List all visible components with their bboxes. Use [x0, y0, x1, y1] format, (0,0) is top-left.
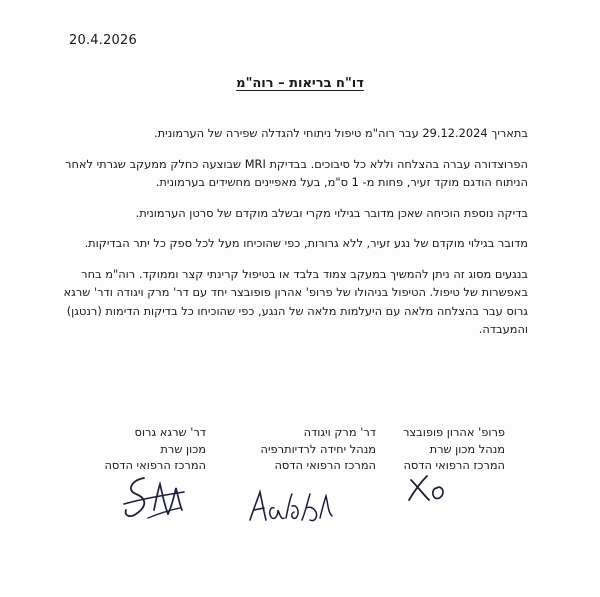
signatory-name: דר' מרק ויגודה — [303, 425, 376, 439]
document-title-text: דו"ח בריאות – רוה"מ — [236, 76, 364, 91]
signatory-org: המרכז הרפואי הדסה — [274, 458, 376, 472]
signatory-role: מכון שרת — [160, 441, 206, 456]
signatory-name: פרופ' אהרון פופובצר — [402, 425, 505, 439]
signatory-role: מנהל יחידה לרדיותרפיה — [260, 441, 376, 456]
paragraph-mri-finding: הפרוצדורה עברה בהצלחה וללא כל סיבוכים. בבדיקת MRI שבוצעה כחלק ממעקב שגרתי לאחר הניתוח הודגם מוקד זעיר, פחות מ- 1 ס"מ, בעל מאפיינים מחשידים בערמונית. — [65, 156, 528, 189]
paragraph-treatment: בנגעים מסוג זה ניתן להמשיך במעקב צמוד בלבד או בטיפול קרינתי קצר וממוקד. רוה"מ בחר באפשרות של טיפול. הטיפול בניהולו של פרופ' אהרון פופובצר יחד עם דר' מרק ויגודה ודר' שרגא גרוס עבר בהצלחה מלאה עם היעלמות מלאה של הנגע, כפי שהוכיחו כל בדיקות הדימות (רנטגן) והמעבדה. — [63, 266, 528, 336]
signature-block-vigoda — [261, 424, 376, 474]
signature-gross-image — [118, 470, 190, 526]
document-date: 20.4.2026 — [69, 33, 137, 48]
signature-popovtzer-image — [405, 470, 453, 506]
document-title — [0, 76, 600, 91]
paragraph-surgery: בתאריך 29.12.2024 עבר רוה"מ טיפול ניתוחי להגדלה שפירה של הערמונית. — [154, 126, 528, 140]
signature-block-gross — [104, 424, 206, 474]
signature-block-popovtzer — [403, 424, 505, 474]
paragraph-confirmation: בדיקה נוספת הוכיחה שאכן מדובר בגילוי מקרי ובשלב מוקדם של סרטן הערמונית. — [135, 205, 528, 220]
signature-vigoda-image — [244, 484, 336, 530]
signatory-name: דר' שרגא גרוס — [134, 425, 206, 439]
paragraph-early-detection: מדובר בגילוי מוקדם של נגע זעיר, ללא גרורות, כפי שהוכיחו מעל לכל ספק כל יתר הבדיקות. — [84, 236, 528, 250]
signatory-role: מנהל מכון שרת — [429, 441, 505, 456]
signatory-org: המרכז הרפואי הדסה — [104, 458, 206, 472]
document-body — [50, 124, 528, 351]
signatory-org: המרכז הרפואי הדסה — [403, 458, 505, 472]
